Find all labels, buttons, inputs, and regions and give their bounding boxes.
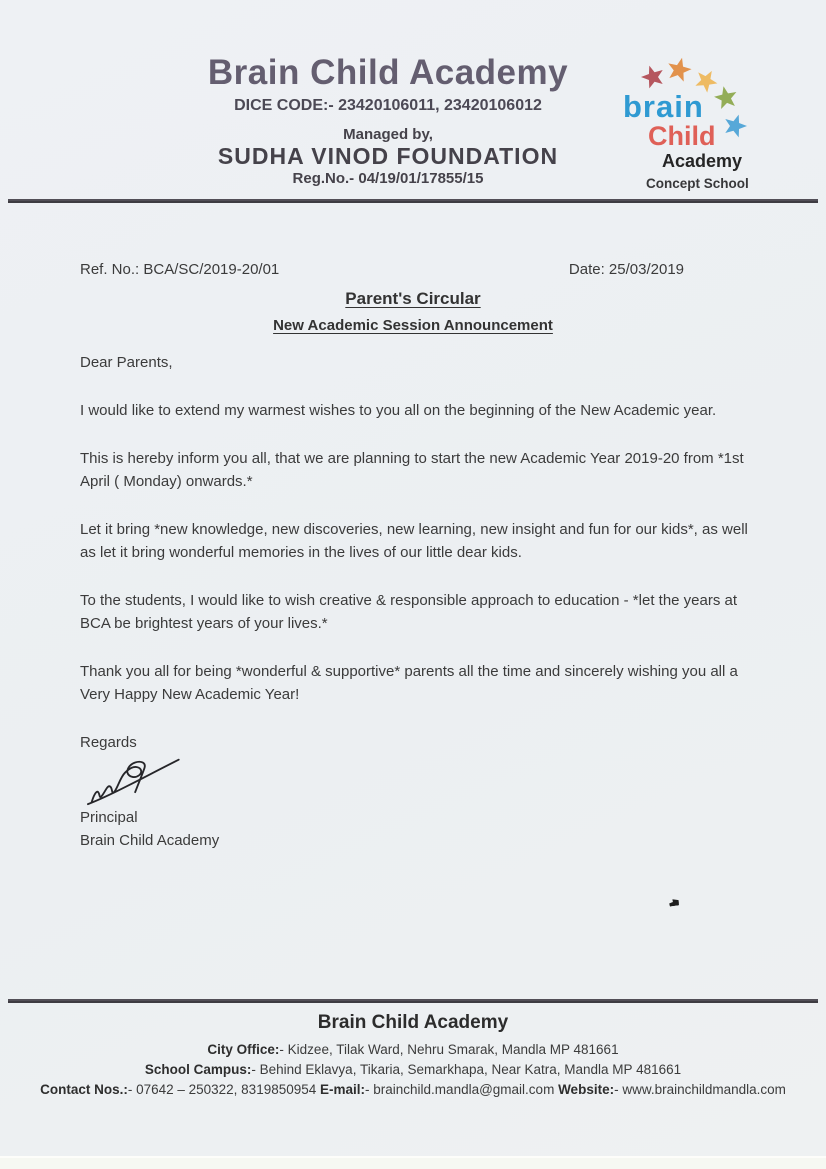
website-address: - www.brainchildmandla.com <box>614 1082 786 1097</box>
paragraph <box>80 399 752 422</box>
registration-number: Reg.No.- 04/19/01/17855/15 <box>292 170 484 187</box>
circular-subtitle: New Academic Session Announcement <box>273 317 553 334</box>
logo-word-academy: Academy <box>662 151 743 171</box>
city-office-label: City Office: <box>207 1042 280 1057</box>
logo-word-brain: brain <box>623 89 704 124</box>
header-divider <box>8 199 818 203</box>
email-address: - brainchild.mandla@gmail.com <box>365 1082 559 1097</box>
circular-titles <box>0 289 826 334</box>
footer-city-office <box>0 1040 826 1060</box>
paragraph-line: Thank you all for being *wonderful & supportive* parents all the time and sincerely wishing you all a <box>80 663 738 680</box>
star-red-icon <box>638 62 666 90</box>
star-orange-icon <box>665 55 694 83</box>
footer <box>0 1012 826 1100</box>
contact-numbers: - 07642 – 250322, 8319850954 <box>127 1082 321 1097</box>
reference-number: Ref. No.: BCA/SC/2019-20/01 <box>80 261 280 278</box>
salutation: Dear Parents, <box>80 354 173 371</box>
website-label: Website: <box>558 1082 615 1097</box>
contact-label: Contact Nos.: <box>40 1082 128 1097</box>
dice-code: DICE CODE:- 23420106011, 23420106012 <box>234 97 542 114</box>
school-campus-label: School Campus: <box>144 1062 252 1077</box>
footer-school-name: Brain Child Academy <box>317 1012 509 1033</box>
paragraph-line: BCA be brightest years of your lives.* <box>80 615 328 632</box>
star-blue-icon <box>721 111 749 139</box>
managed-by-label: Managed by, <box>343 126 433 143</box>
closing: Regards <box>80 734 137 751</box>
scan-edge <box>0 1156 826 1169</box>
footer-school-campus <box>0 1060 826 1080</box>
school-logo <box>600 45 795 197</box>
paragraph-line: To the students, I would like to wish creative & responsible approach to education - *let the years at <box>80 592 738 609</box>
foundation-name: SUDHA VINOD FOUNDATION <box>217 143 559 169</box>
paragraph-line: as let it bring wonderful memories in the lives of our little dear kids. <box>80 544 522 561</box>
logo-word-child: Child <box>648 121 716 151</box>
meta-row <box>80 261 684 278</box>
school-name-title: Brain Child Academy <box>207 53 569 92</box>
star-green-icon <box>712 84 739 110</box>
footer-divider <box>8 999 818 1003</box>
handwritten-signature <box>80 756 195 806</box>
paragraph <box>80 660 752 706</box>
paragraph <box>80 518 752 564</box>
logo-tagline: Concept School <box>646 176 749 191</box>
paragraph-line: This is hereby inform you all, that we are planning to start the new Academic Year 2019-20 from *1st <box>80 450 744 467</box>
school-campus-address: - Behind Eklavya, Tikaria, Semarkhapa, Near Katra, Mandla MP 481661 <box>251 1062 682 1077</box>
ink-mark <box>669 898 680 906</box>
circular-title: Parent's Circular <box>345 289 481 308</box>
paragraph-line: I would like to extend my warmest wishes to you all on the beginning of the New Academic year. <box>80 402 717 419</box>
letter-date: Date: 25/03/2019 <box>568 261 684 278</box>
signer-organization: Brain Child Academy <box>80 832 220 849</box>
footer-contact <box>0 1080 826 1100</box>
paragraph-line: April ( Monday) onwards.* <box>80 473 253 490</box>
city-office-address: - Kidzee, Tilak Ward, Nehru Smarak, Mandla MP 481661 <box>279 1042 619 1057</box>
paragraph <box>80 589 752 635</box>
paragraph-line: Very Happy New Academic Year! <box>80 686 300 703</box>
paragraph <box>80 447 752 493</box>
signature-block <box>80 731 752 852</box>
signer-role: Principal <box>80 809 138 826</box>
email-label: E-mail: <box>320 1082 366 1097</box>
letter-body <box>80 351 752 852</box>
paragraph-line: Let it bring *new knowledge, new discoveries, new learning, new insight and fun for our kids*, as well <box>80 521 748 538</box>
